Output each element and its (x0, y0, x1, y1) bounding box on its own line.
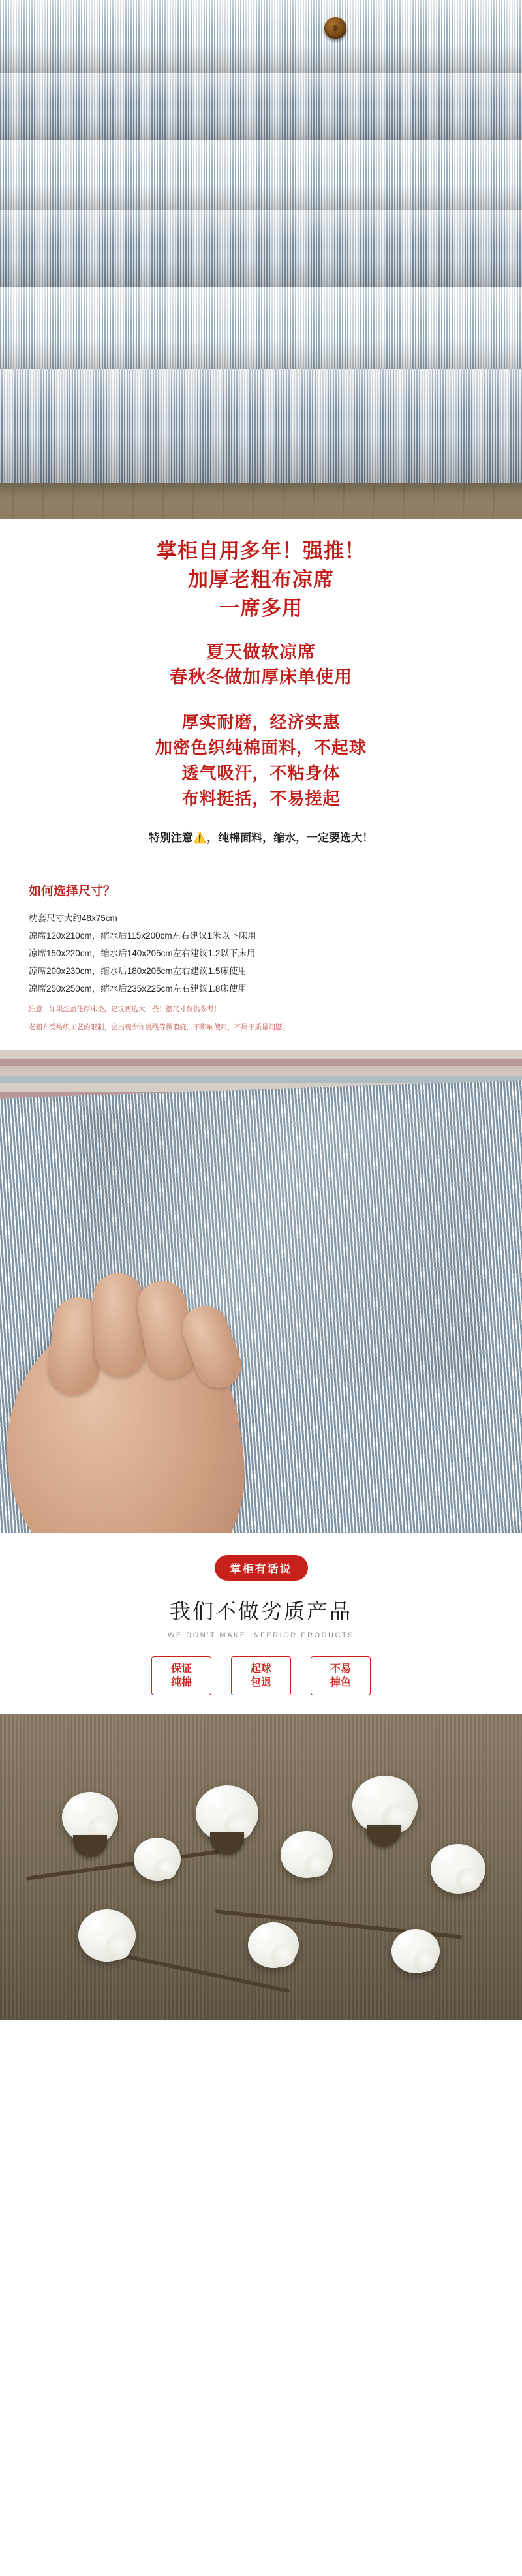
finger-graphic (92, 1272, 147, 1378)
feature-line-2: 加密色织纯棉面料，不起球 (155, 737, 367, 757)
brand-slogan: 我们不做劣质产品 (169, 1599, 352, 1624)
season-line-1: 夏天做软凉席 (206, 643, 316, 663)
cotton-boll (134, 1838, 181, 1881)
feature-line-3: 透气吸汗，不粘身体 (181, 763, 341, 783)
headline-line-3: 一席多用 (219, 597, 303, 620)
badge-line-1: 保证 (170, 1663, 192, 1674)
feature-line-1: 厚实耐磨，经济实惠 (181, 712, 341, 732)
mat-fold (0, 369, 522, 483)
shopkeeper-pill-label: 掌柜有话说 (215, 1555, 308, 1581)
size-guide-line: 枕套尺寸大约48x75cm (29, 913, 117, 923)
badge-line-1: 不易 (330, 1663, 351, 1674)
cotton-boll-photo (0, 1714, 522, 2020)
size-guide-line: 凉席150x220cm，缩水后140x205cm左右建议1.2以下床用 (29, 948, 256, 958)
season-line-2: 春秋冬做加厚床单使用 (170, 667, 352, 688)
badge-line-1: 起球 (250, 1663, 271, 1674)
mat-fold (0, 140, 522, 218)
cotton-boll (281, 1831, 333, 1878)
hero-product-photo (0, 0, 522, 519)
size-guide-title: 如何选择尺寸？ (29, 884, 116, 898)
wooden-button-icon (324, 17, 346, 39)
guarantee-badge (311, 1656, 371, 1695)
badge-line-2: 包退 (250, 1677, 271, 1689)
brand-statement-block (0, 1533, 522, 1714)
brand-slogan-english: WE DON'T MAKE INFERIOR PRODUCTS (168, 1631, 354, 1640)
cotton-boll (248, 1922, 299, 1968)
size-guide-line: 凉席250x250cm，缩水后235x225cm左右建议1.8床使用 (29, 983, 247, 993)
mat-fold (0, 210, 522, 295)
size-guide-line: 凉席200x230cm，缩水后180x205cm左右建议1.5床使用 (29, 965, 247, 976)
size-guide-line: 凉席120x210cm，缩水后115x200cm左右建议1米以下床用 (29, 930, 256, 941)
size-guide-fineprint-1: 注意：如果想盖住厚床垫，建议再选大一些！摆尺寸仅供参考！ (29, 1005, 221, 1013)
guarantee-badge (151, 1656, 211, 1695)
shrinkage-warning-note: 特别注意⚠️，纯棉面料，缩水，一定要选大！ (148, 831, 374, 844)
size-guide-block (0, 855, 522, 1051)
cotton-boll (431, 1844, 485, 1894)
mat-fold (0, 0, 522, 78)
cotton-boll (78, 1909, 136, 1962)
mat-fold (0, 287, 522, 378)
guarantee-badge (231, 1656, 291, 1695)
feature-line-4: 布料挺括，不易搓起 (181, 788, 341, 808)
guarantee-badge-row (0, 1656, 522, 1695)
headline-line-1: 掌柜自用多年！强推！ (157, 539, 365, 562)
cotton-boll (392, 1929, 440, 1973)
fabric-closeup-photo (0, 1050, 522, 1533)
headline-block (0, 519, 522, 855)
badge-line-2: 纯棉 (170, 1677, 192, 1689)
headline-line-2: 加厚老粗布凉席 (188, 568, 334, 592)
size-guide-fineprint-2: 老粗布受纺织工艺的限制，会出现少许跳线等微瑕疵，不影响使用，不属于质量问题。 (29, 1023, 289, 1031)
badge-line-2: 掉色 (330, 1677, 351, 1689)
folded-mat-stack (0, 0, 522, 481)
mat-fold (0, 73, 522, 146)
